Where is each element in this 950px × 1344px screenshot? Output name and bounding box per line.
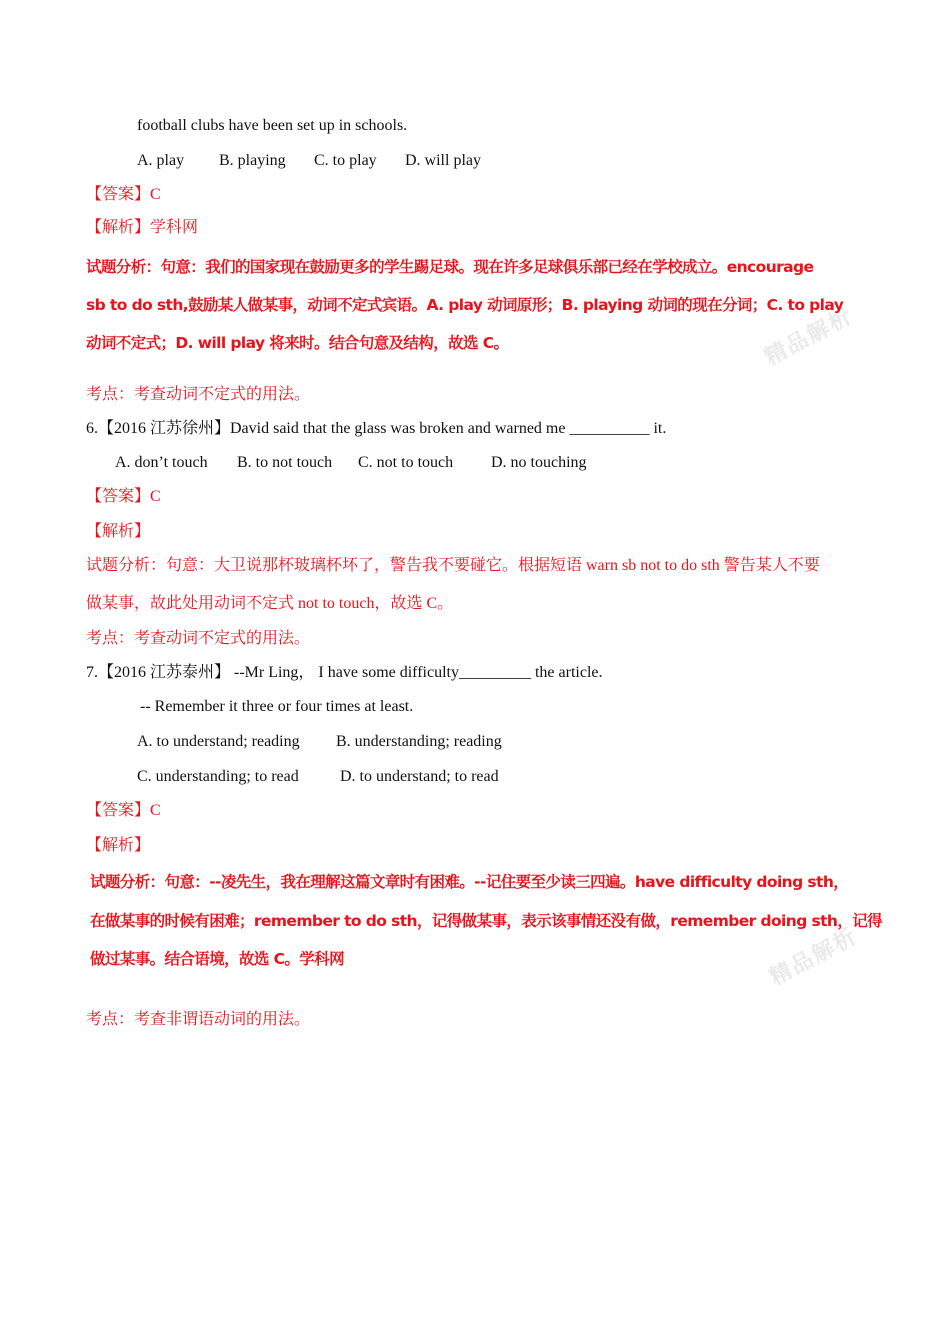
analysis-text: 在做某事的时候有困难；remember to do sth，记得做某事，表示该事情还没有做，remember doing sth，记得 [90,912,883,930]
kaodian: 考点：考查动词不定式的用法。 [86,386,311,403]
option: A. to understand; reading [137,733,300,750]
kaodian: 考点：考查非谓语动词的用法。 [86,1011,311,1028]
answer: 【答案】C [86,802,161,819]
options-row [137,732,502,752]
analysis-text: sb to do sth,鼓励某人做某事，动词不定式宾语。A. play 动词原形；B. playing 动词的现在分词；C. to play [86,296,844,314]
kaodian: 考点：考查动词不定式的用法。 [86,630,311,647]
question-dialogue: -- Remember it three or four times at least. [140,698,414,715]
option: A. play [137,152,185,169]
analysis-text: 做某事，故此处用动词不定式 not to touch，故选 C。 [86,595,454,612]
options-row [137,767,499,787]
analysis-label: 【解析】 [86,837,151,854]
analysis-label: 【解析】 [86,523,151,540]
analysis-text: 试题分析：句意：我们的国家现在鼓励更多的学生踢足球。现在许多足球俱乐部已经在学校成立。encourage [86,258,814,276]
question-stem: 7.【2016 江苏泰州】 --Mr Ling， I have some difficulty_________ the article. [86,664,603,681]
analysis-text: 试题分析：句意：--凌先生，我在理解这篇文章时有困难。--记住要至少读三四遍。have difficulty doing sth， [90,873,849,891]
option: D. to understand; to read [340,768,499,785]
option: C. understanding; to read [137,768,299,785]
analysis-text: 动词不定式；D. will play 将来时。结合句意及结构，故选 C。 [86,334,509,352]
option: C. to play [314,152,377,169]
watermark: 精品解析 [765,923,863,991]
option: B. to not touch [237,454,333,471]
watermark: 精品解析 [760,303,858,371]
analysis-label: 【解析】学科网 [86,219,199,236]
question-stem: football clubs have been set up in schools. [137,117,408,134]
options-row [115,453,587,473]
option: C. not to touch [358,454,454,471]
option: B. playing [219,152,286,169]
analysis-text: 做过某事。结合语境，故选 C。学科网 [90,950,344,968]
answer: 【答案】C [86,488,161,505]
option: B. understanding; reading [336,733,502,750]
question-stem: 6.【2016 江苏徐州】David said that the glass was broken and warned me __________ it. [86,420,667,437]
option: D. will play [405,152,481,169]
option: D. no touching [491,454,587,471]
answer: 【答案】C [86,186,161,203]
option: A. don’t touch [115,454,208,471]
analysis-text: 试题分析：句意：大卫说那杯玻璃杯坏了，警告我不要碰它。根据短语 warn sb not to do sth 警告某人不要 [86,557,820,574]
options-row [137,151,481,171]
